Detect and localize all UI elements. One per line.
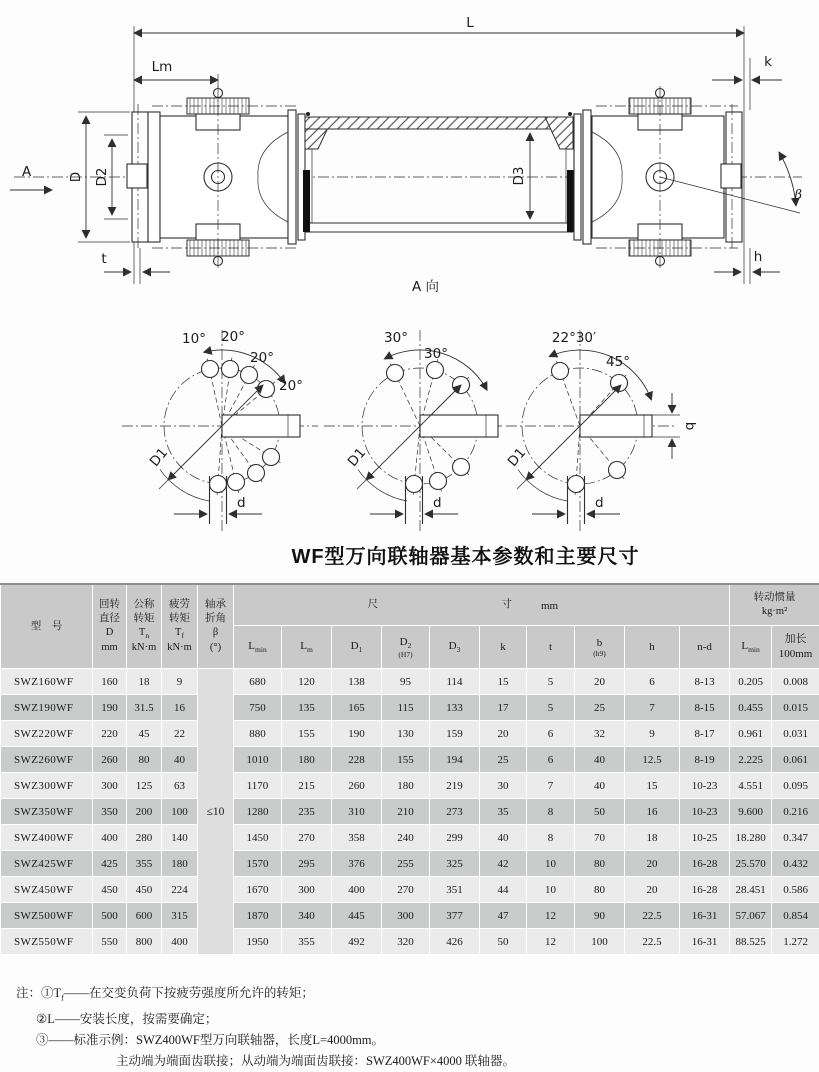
value-cell: 22.5 xyxy=(625,903,680,929)
sub-col-header: $D_3$ xyxy=(430,626,480,669)
value-cell: 325 xyxy=(430,851,480,877)
value-cell: 240 xyxy=(382,825,430,851)
value-cell: 125 xyxy=(127,773,162,799)
value-cell: 95 xyxy=(382,669,430,695)
value-cell: 210 xyxy=(382,799,430,825)
value-cell: 320 xyxy=(382,929,430,955)
value-cell: 0.015 xyxy=(772,695,819,721)
dim-label-D3: D3 xyxy=(511,167,527,186)
value-cell: 180 xyxy=(382,773,430,799)
note-line-4: 主动端为端面齿联接；从动端为端面齿联接：SWZ400WF×4000 联轴器。 xyxy=(16,1051,796,1072)
value-cell: 20 xyxy=(480,721,527,747)
angle-label: 30° xyxy=(384,330,408,346)
value-cell: 40 xyxy=(162,747,198,773)
value-cell: 8 xyxy=(527,799,575,825)
dim-label-beta: β xyxy=(793,188,802,203)
value-cell: 8-17 xyxy=(680,721,730,747)
value-cell: 9 xyxy=(162,669,198,695)
angle-label: 20° xyxy=(221,329,245,345)
value-cell: 340 xyxy=(282,903,332,929)
value-cell: 0.008 xyxy=(772,669,819,695)
sub-col-header: b (h9) xyxy=(575,626,625,669)
value-cell: 50 xyxy=(575,799,625,825)
dim-label-D1: D1 xyxy=(345,445,369,470)
value-cell: 5 xyxy=(527,695,575,721)
table-row xyxy=(1,877,819,903)
sub-col-header: h xyxy=(625,626,680,669)
value-cell: 450 xyxy=(127,877,162,903)
value-cell: 155 xyxy=(382,747,430,773)
value-cell: 9 xyxy=(625,721,680,747)
value-cell: 1.272 xyxy=(772,929,819,955)
parameters-table xyxy=(0,583,819,955)
value-cell: 0.205 xyxy=(730,669,772,695)
value-cell: 0.347 xyxy=(772,825,819,851)
value-cell: 130 xyxy=(382,721,430,747)
group-header-inertia: 转动惯量 kg·m² xyxy=(730,584,819,626)
value-cell: 135 xyxy=(282,695,332,721)
value-cell: 5 xyxy=(527,669,575,695)
dim-label-L: L xyxy=(466,15,474,31)
value-cell: 500 xyxy=(93,903,127,929)
value-cell: 8-19 xyxy=(680,747,730,773)
value-cell: 228 xyxy=(332,747,382,773)
value-cell: 10 xyxy=(527,851,575,877)
value-cell: 800 xyxy=(127,929,162,955)
sub-col-header: $D_1$ xyxy=(332,626,382,669)
value-cell: 9.600 xyxy=(730,799,772,825)
value-cell: 194 xyxy=(430,747,480,773)
model-cell: SWZ500WF xyxy=(1,903,93,929)
value-cell: 280 xyxy=(127,825,162,851)
value-cell: 20 xyxy=(625,877,680,903)
value-cell: 88.525 xyxy=(730,929,772,955)
view-arrow-label: A xyxy=(22,164,32,180)
sub-col-header: $D_2$ (H7) xyxy=(382,626,430,669)
table-row xyxy=(1,851,819,877)
dim-label-d: d xyxy=(433,495,442,511)
value-cell: 25 xyxy=(575,695,625,721)
value-cell: 120 xyxy=(282,669,332,695)
sub-col-header: k xyxy=(480,626,527,669)
value-cell: 18 xyxy=(625,825,680,851)
value-cell: 350 xyxy=(93,799,127,825)
dim-label-t: t xyxy=(101,251,106,267)
value-cell: 0.432 xyxy=(772,851,819,877)
page-title: WF型万向联轴器基本参数和主要尺寸 xyxy=(0,540,819,569)
value-cell: 12 xyxy=(527,929,575,955)
value-cell: 114 xyxy=(430,669,480,695)
value-cell: 190 xyxy=(93,695,127,721)
value-cell: 270 xyxy=(382,877,430,903)
value-cell: 6 xyxy=(527,721,575,747)
value-cell: 0.455 xyxy=(730,695,772,721)
value-cell: 355 xyxy=(282,929,332,955)
angle-label: 22°30′ xyxy=(552,330,596,346)
value-cell: 100 xyxy=(575,929,625,955)
value-cell: 40 xyxy=(480,825,527,851)
model-cell: SWZ260WF xyxy=(1,747,93,773)
value-cell: 680 xyxy=(234,669,282,695)
angle-label: 20° xyxy=(279,378,303,394)
value-cell: 880 xyxy=(234,721,282,747)
value-cell: 6 xyxy=(527,747,575,773)
table-row xyxy=(1,669,819,695)
value-cell: 220 xyxy=(93,721,127,747)
value-cell: 45 xyxy=(127,721,162,747)
value-cell: 44 xyxy=(480,877,527,903)
value-cell: 20 xyxy=(575,669,625,695)
value-cell: 63 xyxy=(162,773,198,799)
flange-diagram-3 xyxy=(505,330,698,531)
table-row xyxy=(1,903,819,929)
value-cell: 47 xyxy=(480,903,527,929)
value-cell: 80 xyxy=(575,877,625,903)
value-cell: 1670 xyxy=(234,877,282,903)
model-cell: SWZ300WF xyxy=(1,773,93,799)
note-line-2: ②L——安装长度，按需要确定； xyxy=(16,1009,796,1030)
model-cell: SWZ350WF xyxy=(1,799,93,825)
value-cell: 600 xyxy=(127,903,162,929)
value-cell: 445 xyxy=(332,903,382,929)
table-row xyxy=(1,929,819,955)
value-cell: 7 xyxy=(625,695,680,721)
dim-label-d: d xyxy=(237,495,246,511)
value-cell: 273 xyxy=(430,799,480,825)
col-header-model: 型 号 xyxy=(1,584,93,669)
value-cell: 18 xyxy=(127,669,162,695)
flange-diagrams xyxy=(0,298,819,536)
value-cell: 260 xyxy=(332,773,382,799)
model-cell: SWZ425WF xyxy=(1,851,93,877)
value-cell: 6 xyxy=(625,669,680,695)
col-header-bearing-angle: 轴承 折角 β (°) xyxy=(198,584,234,669)
dim-label-b: b xyxy=(682,422,698,431)
footnotes xyxy=(16,983,796,1072)
value-cell: 50 xyxy=(480,929,527,955)
col-header-diameter: 回转 直径 D mm xyxy=(93,584,127,669)
value-cell: 0.854 xyxy=(772,903,819,929)
tube-wall-hatched xyxy=(305,117,573,129)
value-cell: 426 xyxy=(430,929,480,955)
value-cell: 310 xyxy=(332,799,382,825)
value-cell: 22 xyxy=(162,721,198,747)
model-cell: SWZ450WF xyxy=(1,877,93,903)
value-cell: 235 xyxy=(282,799,332,825)
value-cell: 550 xyxy=(93,929,127,955)
value-cell: 1870 xyxy=(234,903,282,929)
value-cell: 22.5 xyxy=(625,929,680,955)
value-cell: 0.586 xyxy=(772,877,819,903)
value-cell: 270 xyxy=(282,825,332,851)
value-cell: 295 xyxy=(282,851,332,877)
left-seal-ring xyxy=(303,170,310,232)
value-cell: 100 xyxy=(162,799,198,825)
dim-label-d: d xyxy=(595,495,604,511)
value-cell: 15 xyxy=(625,773,680,799)
note-line-1: 注：$①T_f——$在交变负荷下按疲劳强度所允许的转矩； xyxy=(16,983,796,1009)
value-cell: 31.5 xyxy=(127,695,162,721)
value-cell: 300 xyxy=(282,877,332,903)
value-cell: 16 xyxy=(625,799,680,825)
angle-label: 20° xyxy=(250,350,274,366)
view-name-label: A 向 xyxy=(412,279,439,295)
table-row xyxy=(1,825,819,851)
value-cell: 400 xyxy=(332,877,382,903)
dim-label-h: h xyxy=(754,249,763,265)
model-cell: SWZ400WF xyxy=(1,825,93,851)
angle-label: 10° xyxy=(182,331,206,347)
value-cell: 351 xyxy=(430,877,480,903)
value-cell: 1950 xyxy=(234,929,282,955)
value-cell: 224 xyxy=(162,877,198,903)
value-cell: 16-31 xyxy=(680,929,730,955)
value-cell: 1010 xyxy=(234,747,282,773)
value-cell: 16-28 xyxy=(680,851,730,877)
model-cell: SWZ160WF xyxy=(1,669,93,695)
value-cell: 0.061 xyxy=(772,747,819,773)
value-cell: 299 xyxy=(430,825,480,851)
value-cell: 8-13 xyxy=(680,669,730,695)
table-row xyxy=(1,747,819,773)
sub-col-header: $L_{min}$ xyxy=(730,626,772,669)
value-cell: 8-15 xyxy=(680,695,730,721)
value-cell: 10-23 xyxy=(680,773,730,799)
sub-col-header: $L_{min}$ xyxy=(234,626,282,669)
sub-col-header: $L_m$ xyxy=(282,626,332,669)
value-cell: 7 xyxy=(527,773,575,799)
value-cell: 400 xyxy=(162,929,198,955)
value-cell: 17 xyxy=(480,695,527,721)
value-cell: 0.095 xyxy=(772,773,819,799)
dim-label-D1: D1 xyxy=(147,445,171,470)
dim-label-k: k xyxy=(764,54,772,70)
value-cell: 180 xyxy=(162,851,198,877)
value-cell: 70 xyxy=(575,825,625,851)
value-cell: 90 xyxy=(575,903,625,929)
value-cell: 376 xyxy=(332,851,382,877)
value-cell: 425 xyxy=(93,851,127,877)
value-cell: 450 xyxy=(93,877,127,903)
value-cell: 40 xyxy=(575,773,625,799)
value-cell: 8 xyxy=(527,825,575,851)
angle-label: 30° xyxy=(424,346,448,362)
value-cell: 80 xyxy=(575,851,625,877)
value-cell: 12.5 xyxy=(625,747,680,773)
value-cell: 32 xyxy=(575,721,625,747)
value-cell: 190 xyxy=(332,721,382,747)
value-cell: 10 xyxy=(527,877,575,903)
value-cell: 1170 xyxy=(234,773,282,799)
table-row xyxy=(1,773,819,799)
value-cell: 25.570 xyxy=(730,851,772,877)
table-row xyxy=(1,799,819,825)
value-cell: 10-23 xyxy=(680,799,730,825)
value-cell: 20 xyxy=(625,851,680,877)
value-cell: 492 xyxy=(332,929,382,955)
value-cell: 2.225 xyxy=(730,747,772,773)
value-cell: 16-31 xyxy=(680,903,730,929)
col-header-nominal-torque: 公称 转矩 $T_n$ kN·m xyxy=(127,584,162,669)
value-cell: 260 xyxy=(93,747,127,773)
sub-col-header: 加长 100mm xyxy=(772,626,819,669)
value-cell: 1450 xyxy=(234,825,282,851)
value-cell: 28.451 xyxy=(730,877,772,903)
value-cell: 377 xyxy=(430,903,480,929)
right-seal-ring xyxy=(567,170,574,232)
group-header-dimensions: 尺 寸 mm xyxy=(234,584,730,626)
model-cell: SWZ550WF xyxy=(1,929,93,955)
model-cell: SWZ190WF xyxy=(1,695,93,721)
model-cell: SWZ220WF xyxy=(1,721,93,747)
value-cell: 80 xyxy=(127,747,162,773)
value-cell: 159 xyxy=(430,721,480,747)
value-cell: 750 xyxy=(234,695,282,721)
value-cell: 160 xyxy=(93,669,127,695)
beta-merged-cell: ≤10 xyxy=(198,669,234,955)
value-cell: 115 xyxy=(382,695,430,721)
value-cell: 133 xyxy=(430,695,480,721)
value-cell: 35 xyxy=(480,799,527,825)
dim-label-D2: D2 xyxy=(94,168,110,187)
value-cell: 16 xyxy=(162,695,198,721)
value-cell: 215 xyxy=(282,773,332,799)
col-header-fatigue-torque: 疲劳 转矩 $T_f$ kN·m xyxy=(162,584,198,669)
value-cell: 140 xyxy=(162,825,198,851)
dim-label-D: D xyxy=(68,172,84,182)
value-cell: 138 xyxy=(332,669,382,695)
value-cell: 10-25 xyxy=(680,825,730,851)
value-cell: 300 xyxy=(382,903,430,929)
dim-label-Lm: Lm xyxy=(152,59,173,75)
value-cell: 255 xyxy=(382,851,430,877)
assembly-drawing xyxy=(0,0,819,300)
value-cell: 315 xyxy=(162,903,198,929)
flange-diagram-2 xyxy=(324,330,502,531)
value-cell: 15 xyxy=(480,669,527,695)
value-cell: 155 xyxy=(282,721,332,747)
table-row xyxy=(1,721,819,747)
value-cell: 30 xyxy=(480,773,527,799)
value-cell: 25 xyxy=(480,747,527,773)
angle-label: 45° xyxy=(606,354,630,370)
sub-col-header: t xyxy=(527,626,575,669)
note-line-3: ③——标准示例：SWZ400WF型万向联轴器，长度L=4000mm。 xyxy=(16,1030,796,1051)
value-cell: 16-28 xyxy=(680,877,730,903)
value-cell: 200 xyxy=(127,799,162,825)
value-cell: 165 xyxy=(332,695,382,721)
value-cell: 1280 xyxy=(234,799,282,825)
value-cell: 400 xyxy=(93,825,127,851)
dim-label-D1: D1 xyxy=(505,445,529,470)
value-cell: 300 xyxy=(93,773,127,799)
value-cell: 57.067 xyxy=(730,903,772,929)
value-cell: 40 xyxy=(575,747,625,773)
value-cell: 0.031 xyxy=(772,721,819,747)
value-cell: 12 xyxy=(527,903,575,929)
value-cell: 1570 xyxy=(234,851,282,877)
value-cell: 42 xyxy=(480,851,527,877)
sub-col-header: n-d xyxy=(680,626,730,669)
value-cell: 0.961 xyxy=(730,721,772,747)
value-cell: 355 xyxy=(127,851,162,877)
flange-diagram-1 xyxy=(122,329,318,531)
value-cell: 219 xyxy=(430,773,480,799)
value-cell: 358 xyxy=(332,825,382,851)
value-cell: 18.280 xyxy=(730,825,772,851)
value-cell: 180 xyxy=(282,747,332,773)
value-cell: 4.551 xyxy=(730,773,772,799)
table-row xyxy=(1,695,819,721)
value-cell: 0.216 xyxy=(772,799,819,825)
